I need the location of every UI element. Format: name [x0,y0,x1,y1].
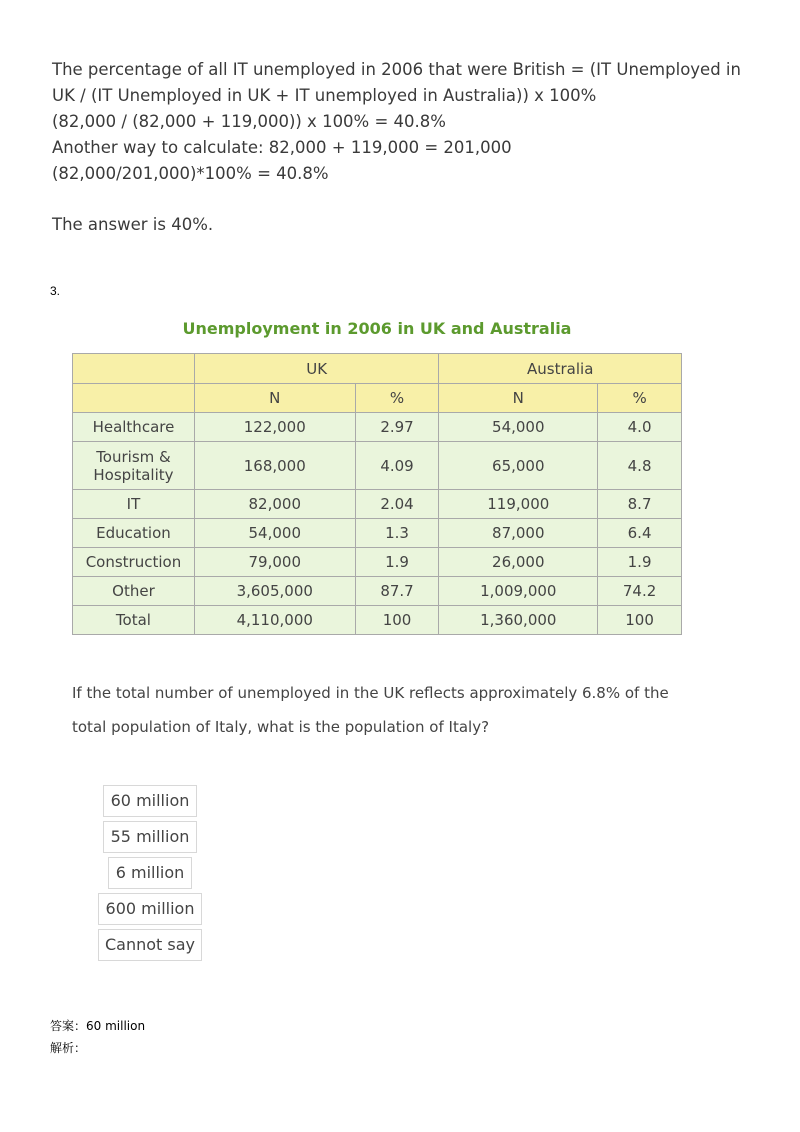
option-6-million[interactable]: 6 million [108,857,192,889]
explanation-conclusion: The answer is 40%. [52,215,214,234]
table-group-header-row [73,354,682,384]
table-title: Unemployment in 2006 in UK and Australia [182,319,572,338]
cell-uk-n: 4,110,000 [194,606,355,635]
cell-uk-pct: 87.7 [355,577,439,606]
row-label: IT [73,490,195,519]
cell-uk-pct: 2.04 [355,490,439,519]
answer-label: 答案：60 million [50,1019,146,1033]
cell-au-pct: 4.8 [598,442,682,490]
explanation-line-4: Another way to calculate: 82,000 + 119,000 = 201,000 [52,138,512,157]
cell-uk-n: 82,000 [194,490,355,519]
row-label: Education [73,519,195,548]
question-line-2: total population of Italy, what is the population of Italy? [72,718,490,736]
explanation-line-1: The percentage of all IT unemployed in 2006 that were British = (IT Unemployed in [52,60,741,79]
question-line-1: If the total number of unemployed in the UK reflects approximately 6.8% of the [72,684,669,702]
row-label [73,442,195,490]
cell-uk-pct: 100 [355,606,439,635]
table-corner-cell [73,384,195,413]
cell-au-pct: 4.0 [598,413,682,442]
subheader-au-pct: % [598,384,682,413]
cell-au-n: 54,000 [439,413,598,442]
analysis-label: 解析： [50,1041,87,1055]
cell-au-n: 1,360,000 [439,606,598,635]
option-cannot-say[interactable]: Cannot say [98,929,202,961]
cell-uk-pct: 4.09 [355,442,439,490]
row-label: Other [73,577,195,606]
table-row [73,413,682,442]
table-row [73,519,682,548]
explanation-line-5: (82,000/201,000)*100% = 40.8% [52,164,329,183]
table-row [73,548,682,577]
cell-uk-pct: 2.97 [355,413,439,442]
cell-au-n: 119,000 [439,490,598,519]
cell-au-n: 1,009,000 [439,577,598,606]
row-label: Construction [73,548,195,577]
table-subheader-row [73,384,682,413]
cell-uk-n: 168,000 [194,442,355,490]
cell-au-pct: 8.7 [598,490,682,519]
subheader-uk-pct: % [355,384,439,413]
option-55-million[interactable]: 55 million [103,821,197,853]
table-row [73,490,682,519]
subheader-au-n: N [439,384,598,413]
cell-uk-n: 54,000 [194,519,355,548]
row-label: Total [73,606,195,635]
cell-uk-pct: 1.9 [355,548,439,577]
group-header-australia: Australia [439,354,682,384]
explanation-line-3: (82,000 / (82,000 + 119,000)) x 100% = 40.8% [52,112,446,131]
cell-au-n: 87,000 [439,519,598,548]
cell-au-pct: 100 [598,606,682,635]
option-600-million[interactable]: 600 million [98,893,202,925]
cell-uk-n: 79,000 [194,548,355,577]
cell-au-pct: 74.2 [598,577,682,606]
unemployment-table [72,353,682,635]
table-row-total [73,606,682,635]
cell-au-pct: 1.9 [598,548,682,577]
cell-au-n: 26,000 [439,548,598,577]
cell-uk-n: 3,605,000 [194,577,355,606]
table-row [73,442,682,490]
cell-au-n: 65,000 [439,442,598,490]
group-header-uk: UK [194,354,439,384]
cell-au-pct: 6.4 [598,519,682,548]
row-label: Healthcare [73,413,195,442]
row-label-text: Tourism & Hospitality [93,447,174,484]
question-number: 3. [50,284,61,298]
table-corner-cell [73,354,195,384]
explanation-line-2: UK / (IT Unemployed in UK + IT unemployed in Australia)) x 100% [52,86,597,105]
table-row [73,577,682,606]
subheader-uk-n: N [194,384,355,413]
cell-uk-pct: 1.3 [355,519,439,548]
cell-uk-n: 122,000 [194,413,355,442]
option-60-million[interactable]: 60 million [103,785,197,817]
